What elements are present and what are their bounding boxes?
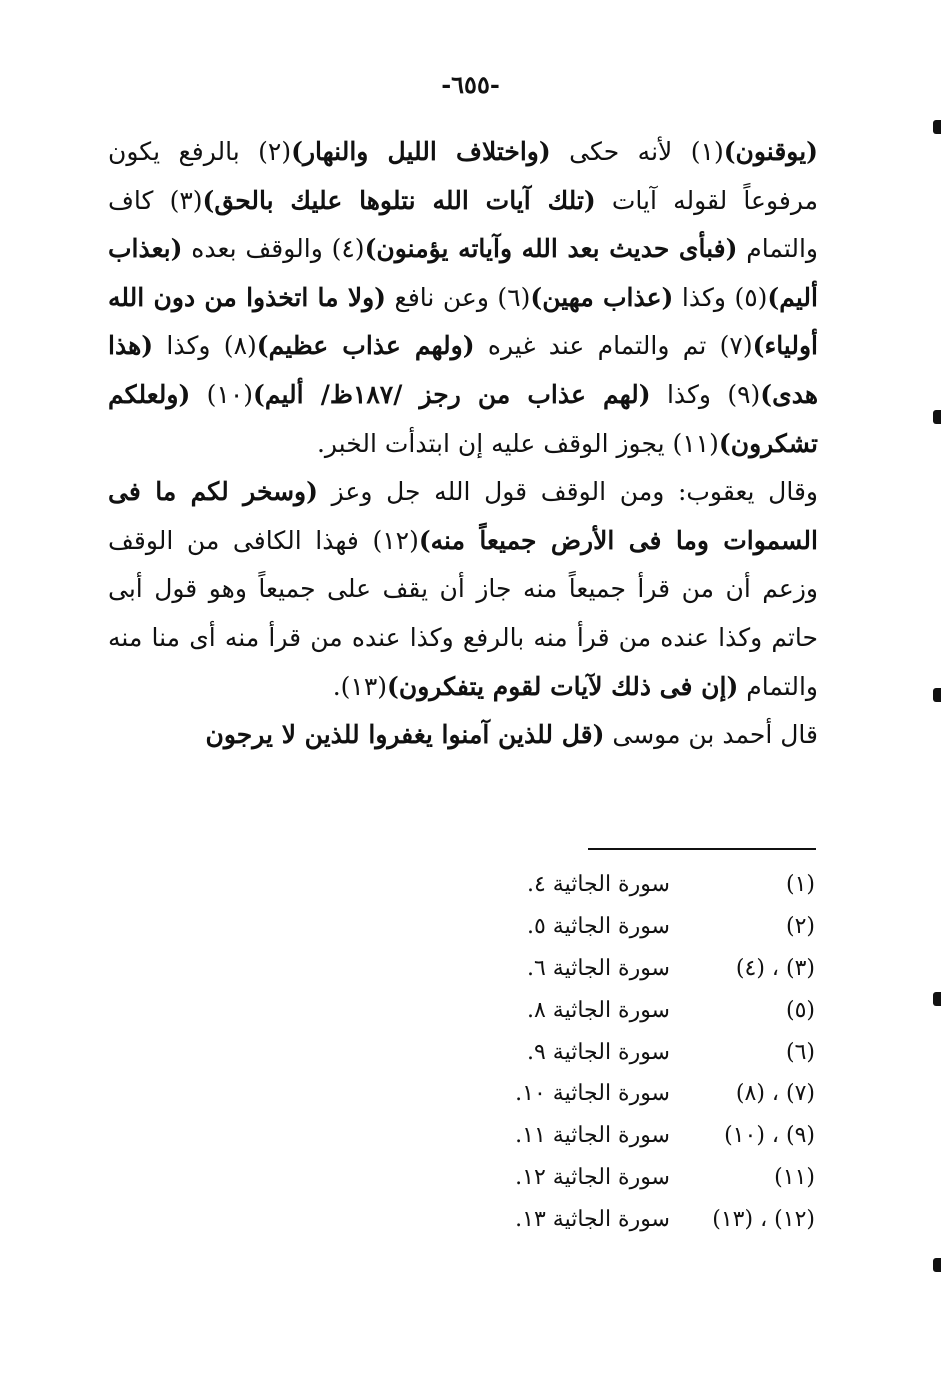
- footnote-row: [470, 1157, 815, 1199]
- quran-quote: (واختلاف الليل والنهار): [291, 137, 551, 166]
- scan-edge-mark: [933, 120, 941, 134]
- footnote-row: [470, 1198, 815, 1240]
- body-paragraph: [108, 468, 818, 711]
- quran-quote: (بعذاب أليم): [108, 234, 818, 312]
- footnote-text: سورة الجاثية ١٠.: [515, 1081, 670, 1107]
- footnote-text: سورة الجاثية ١٣.: [515, 1206, 670, 1232]
- commentary-text: (٨) وكذا: [153, 331, 257, 361]
- footnote-ref: (٧) ، (٨): [735, 1081, 815, 1107]
- footnote-separator: [588, 848, 816, 850]
- quran-quote: (فبأى حديث بعد الله وآياته يؤمنون): [364, 234, 738, 264]
- commentary-text: (١٢) فهذا الكافى من الوقف وزعم أن من قرأ جميعاً منه جاز أن يقف على جميعاً وهو قول أبى حاتم وكذا عنده من قرأ منه بالرفع وكذا عنده من قرأ منه أى منا منه والتمام: [108, 525, 818, 701]
- quran-quote: (لهم عذاب من رجز /١٨٧ظ/ أليم): [253, 379, 651, 409]
- commentary-text: (٥) وكذا: [673, 282, 768, 312]
- commentary-text: (٤) والوقف بعده: [182, 234, 365, 264]
- footnote-row: [470, 864, 815, 906]
- footnote-ref: (٢): [785, 914, 815, 940]
- commentary-text: (١١) يجوز الوقف عليه إن ابتدأت الخبر.: [316, 428, 719, 458]
- footnote-row: [470, 1031, 815, 1073]
- commentary-text: (٣) كاف والتمام: [108, 185, 818, 264]
- footnote-text: سورة الجاثية ١١.: [515, 1123, 670, 1149]
- quran-quote: (عذاب مهين): [530, 282, 674, 312]
- footnote-row: [470, 906, 815, 948]
- footnote-row: [470, 948, 815, 990]
- footnote-text: سورة الجاثية ١٢.: [515, 1164, 670, 1190]
- quran-quote: (هذا هدى): [108, 331, 818, 409]
- footnote-text: سورة الجاثية ٩.: [526, 1039, 670, 1065]
- footnote-ref: (٩) ، (١٠): [724, 1123, 815, 1149]
- quran-quote: (إن فى ذلك لآيات لقوم يتفكرون): [387, 671, 739, 701]
- commentary-text: (١) لأنه حكى: [550, 137, 724, 166]
- commentary-text: (٧) تم والتمام عند غيره: [474, 331, 753, 361]
- commentary-text: (٩) وكذا: [650, 379, 761, 409]
- quran-quote: (ولا ما اتخذوا من دون الله أولياء): [108, 282, 818, 361]
- quran-quote: (ولهم عذاب عظيم): [256, 331, 475, 361]
- commentary-text: قال أحمد بن موسى: [604, 720, 818, 750]
- scan-edge-mark: [933, 1258, 941, 1272]
- footnote-text: سورة الجاثية ٤.: [526, 872, 670, 898]
- quran-quote: (ولعلكم تشكرون): [108, 379, 818, 458]
- quran-quote: (يوقنون): [723, 137, 819, 166]
- commentary-text: (١٠): [190, 379, 254, 409]
- footnote-text: سورة الجاثية ٦.: [526, 955, 670, 981]
- scan-edge-mark: [933, 688, 941, 702]
- scan-edge-mark: [933, 410, 941, 424]
- footnote-ref: (٥): [785, 997, 815, 1023]
- footnote-row: [470, 1073, 815, 1115]
- footnote-ref: (١): [785, 872, 815, 898]
- body-paragraph: [108, 711, 818, 760]
- commentary-text: (٢) بالرفع يكون مرفوعاً لقوله آيات: [108, 137, 818, 215]
- scan-edge-mark: [933, 992, 941, 1006]
- body-paragraph: [108, 128, 818, 468]
- footnote-ref: (١٢) ، (١٣): [712, 1206, 815, 1232]
- footnote-row: [470, 1115, 815, 1157]
- footnote-ref: (١١): [774, 1164, 815, 1190]
- footnote-text: سورة الجاثية ٨.: [526, 997, 670, 1023]
- commentary-text: وقال يعقوب: ومن الوقف قول الله جل وعز: [317, 477, 818, 507]
- footnotes: [470, 864, 815, 1240]
- footnote-text: سورة الجاثية ٥.: [526, 914, 670, 940]
- footnote-ref: (٣) ، (٤): [735, 955, 815, 981]
- footnote-row: [470, 989, 815, 1031]
- page-number: -٦٥٥-: [441, 70, 500, 99]
- commentary-text: (١٣).: [332, 671, 388, 701]
- quran-quote: (تلك آيات الله نتلوها عليك بالحق): [202, 185, 596, 215]
- main-text: [108, 128, 818, 760]
- quran-quote: (وسخر لكم ما فى السموات وما فى الأرض جميعاً منه): [108, 477, 818, 555]
- commentary-text: (٦) وعن نافع: [386, 282, 531, 312]
- footnote-ref: (٦): [785, 1039, 815, 1065]
- quran-quote: (قل للذين آمنوا يغفروا للذين لا يرجون: [205, 720, 605, 750]
